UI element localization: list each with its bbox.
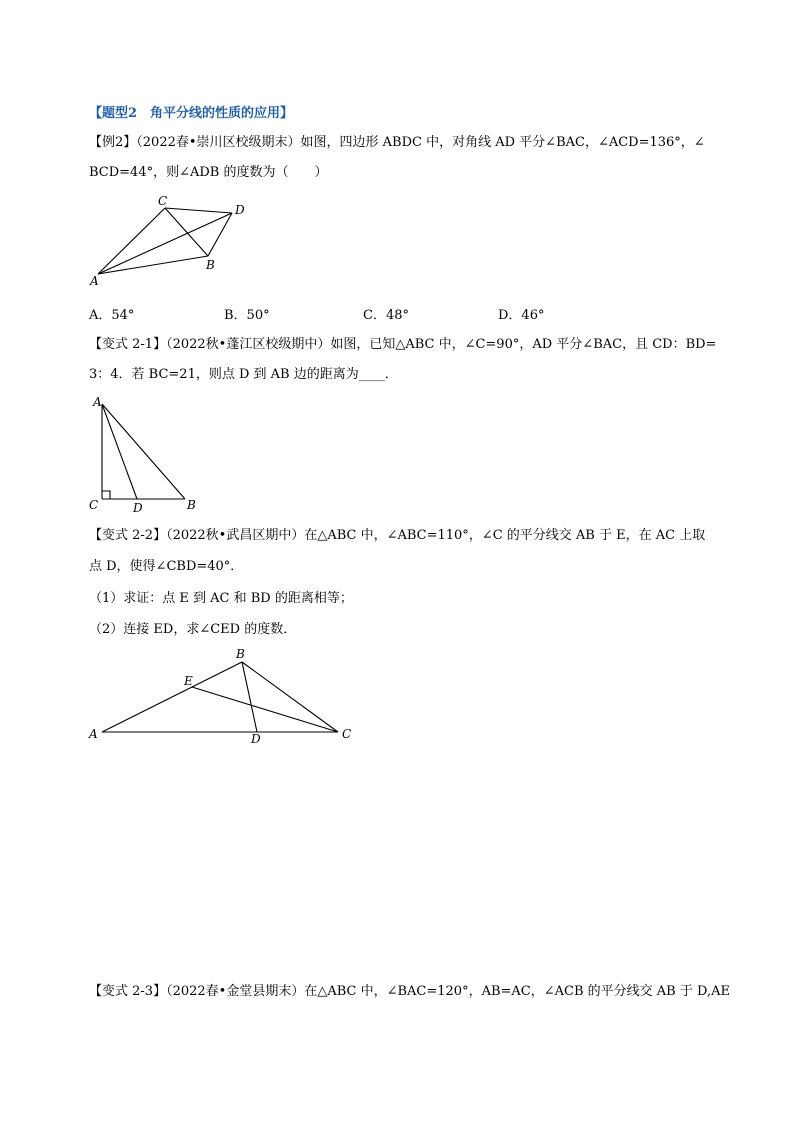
label-D: D <box>251 732 261 746</box>
variant22-q1: （1）求证：点 E 到 AC 和 BD 的距离相等； <box>89 591 353 606</box>
label-A: A <box>90 274 99 288</box>
segment-AB <box>98 256 208 274</box>
label-C: C <box>158 194 168 208</box>
label-D: D <box>235 203 245 217</box>
label-B: B <box>206 258 215 272</box>
variant22-line1: 【变式 2-2】（2022秋•武昌区期中）在△ABC 中，∠ABC=110°，∠C 的平分线交 AB 于 E，在 AC 上取 <box>89 528 706 543</box>
right-angle-mark <box>102 491 110 499</box>
segment-BC <box>242 662 338 732</box>
label-D: D <box>133 501 143 515</box>
segment-CD <box>165 208 232 213</box>
segment-AB <box>102 662 242 732</box>
variant22-figure <box>85 645 360 750</box>
label-C: C <box>89 498 99 512</box>
label-A: A <box>93 395 102 409</box>
variant22-line2: 点 D，使得∠CBD=40°． <box>89 559 244 574</box>
variant21-line1: 【变式 2-1】（2022秋•蓬江区校级期中）如图，已知△ABC 中，∠C=90°，AD 平分∠BAC，且 CD：BD= <box>89 337 717 352</box>
variant23-line1: 【变式 2-3】（2022春•金堂县期末）在△ABC 中，∠BAC=120°，AB=AC，∠ACB 的平分线交 AB 于 D,AE <box>89 984 730 999</box>
segment-DB <box>208 213 232 256</box>
label-C: C <box>342 727 352 741</box>
segment-EC <box>192 687 338 732</box>
segment-BD <box>242 662 257 732</box>
label-B: B <box>236 647 245 661</box>
label-A: A <box>89 727 98 741</box>
segment-AD <box>102 404 137 499</box>
segment-AC <box>98 208 165 274</box>
variant22-q2: （2）连接 ED，求∠CED 的度数． <box>89 622 297 637</box>
segment-CB <box>165 208 208 256</box>
example2-line1: 【例2】（2022春•崇川区校级期末）如图，四边形 ABDC 中，对角线 AD 平分∠BAC，∠ACD=136°，∠ <box>89 135 705 150</box>
segment-AB <box>102 404 185 499</box>
option-b: B．50° <box>224 308 270 323</box>
section-heading: 【题型2 角平分线的性质的应用】 <box>89 106 294 121</box>
option-d: D．46° <box>498 308 545 323</box>
variant21-figure <box>85 390 205 515</box>
label-E: E <box>184 674 193 688</box>
label-B: B <box>187 498 196 512</box>
variant21-line2: 3：4．若 BC=21，则点 D 到 AB 边的距离为____． <box>89 367 398 382</box>
example2-figure <box>85 192 260 292</box>
example2-line2: BCD=44°，则∠ADB 的度数为（ ） <box>89 165 328 180</box>
option-a: A．54° <box>89 308 135 323</box>
option-c: C．48° <box>363 308 409 323</box>
